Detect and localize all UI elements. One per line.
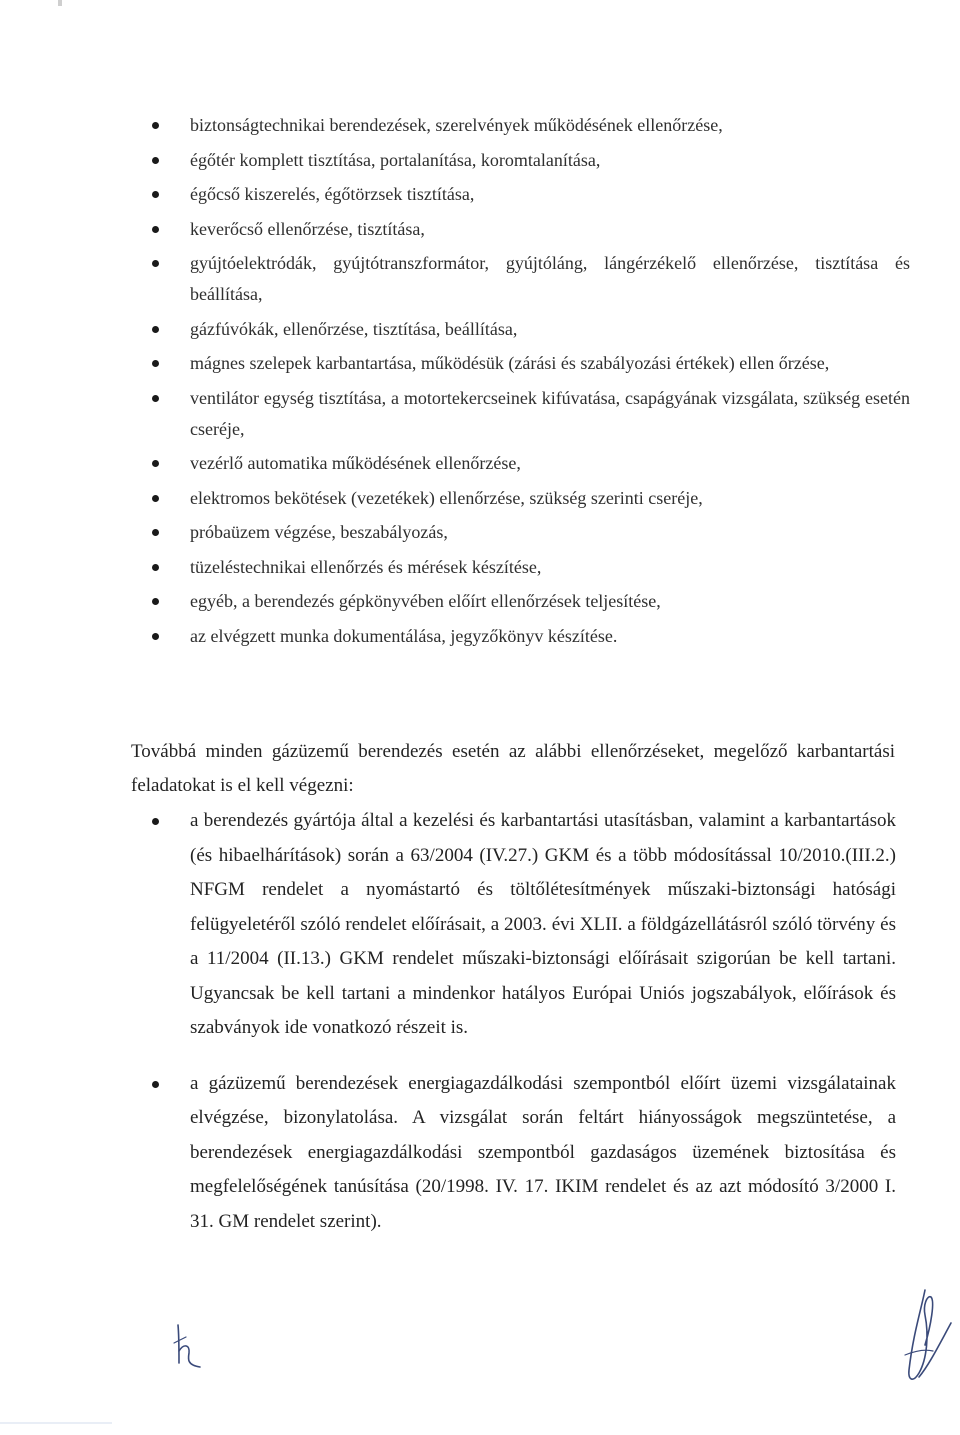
list-item	[150, 552, 910, 583]
list-item	[150, 348, 910, 379]
scan-edge-line	[0, 1422, 112, 1424]
list-item-text: égőtér komplett tisztítása, portalanítása, koromtalanítása,	[190, 149, 601, 170]
list-item	[150, 1067, 896, 1240]
initials-signature-left	[170, 1315, 210, 1375]
list-item	[150, 179, 910, 210]
bullet-icon	[152, 818, 159, 825]
list-item	[150, 383, 910, 445]
list-item	[150, 621, 910, 652]
maintenance-task-list	[150, 110, 910, 655]
bullet-icon	[152, 495, 159, 502]
list-item	[150, 586, 910, 617]
bullet-icon	[152, 598, 159, 605]
intro-paragraph: Továbbá minden gázüzemű berendezés esetén az alábbi ellenőrzéseket, megelőző karbantartási feladatokat is el kell végezni:	[131, 741, 895, 796]
scan-mark	[58, 0, 62, 6]
list-item-text: gázfúvókák, ellenőrzése, tisztítása, beállítása,	[190, 318, 518, 339]
list-item-text: égőcső kiszerelés, égőtörzsek tisztítása,	[190, 184, 475, 204]
list-item	[150, 314, 910, 345]
list-item	[150, 517, 910, 548]
bullet-icon	[152, 633, 159, 640]
list-item-text: mágnes szelepek karbantartása, működésük (zárási és szabályozási értékek) ellen őrzése,	[190, 353, 830, 373]
bullet-icon	[152, 260, 159, 267]
list-item-text: egyéb, a berendezés gépkönyvében előírt ellenőrzések teljesítése,	[190, 591, 661, 611]
list-item-text: a berendezés gyártója által a kezelési és karbantartási utasításban, valamint a karbantartások (és hibaelhárítások) során a 63/2004 (IV.27.) GKM és a több módosítással 10/2010.(III.2.) NFGM rendelet a nyomástartó és töltőlétesítmények műszaki-biztonsági hatósági felügyeletéről szóló rendelet előírásait, a 2003. évi XLII. a földgázellátásról szóló törvény és a 11/2004 (II.13.) GKM rendelet műszaki-biztonsági előírásait szigorúan be kell tartani. Ugyancsak be kell tartani a mindenkor hatályos Európai Uniós jogszabályok, előírások és szabványok ide vonatkozó részeit is.	[190, 810, 896, 1038]
list-item	[150, 145, 910, 176]
list-item-text: keverőcső ellenőrzése, tisztítása,	[190, 218, 425, 239]
list-item-text: vezérlő automatika működésének ellenőrzése,	[190, 453, 521, 473]
bullet-icon	[152, 191, 159, 198]
bullet-icon	[152, 529, 159, 536]
list-item	[150, 214, 910, 245]
list-item-text: az elvégzett munka dokumentálása, jegyzőkönyv készítése.	[190, 625, 618, 646]
list-item-text: gyújtóelektródák, gyújtótranszformátor, gyújtóláng, lángérzékelő ellenőrzése, tisztítása és beállítása,	[190, 253, 910, 304]
bullet-icon	[152, 360, 159, 367]
initials-signature-right	[895, 1285, 955, 1395]
list-item-text: ventilátor egység tisztítása, a motortekercseinek kifúvatása, csapágyának vizsgálata, szükség esetén cseréje,	[190, 387, 910, 439]
bullet-icon	[152, 395, 159, 402]
bullet-icon	[152, 226, 159, 233]
bullet-icon	[152, 1081, 159, 1088]
bullet-icon	[152, 564, 159, 571]
list-item	[150, 448, 910, 479]
list-item-text: biztonságtechnikai berendezések, szerelvények működésének ellenőrzése,	[190, 115, 723, 135]
list-item-text: tüzeléstechnikai ellenőrzés és mérések készítése,	[190, 556, 542, 577]
list-item-text: a gázüzemű berendezések energiagazdálkodási szempontból előírt üzemi vizsgálatainak elvégzése, bizonylatolása. A vizsgálat során feltárt hiányosságok megszüntetése, a berendezések energiagazdálkodási szempontból gazdaságos üzemének biztosítása és megfelelőségének tanúsítása (20/1998. IV. 17. IKIM rendelet és az azt módosító 3/2000 I. 31. GM rendelet szerint).	[190, 1072, 896, 1232]
list-item-text: próbaüzem végzése, beszabályozás,	[190, 522, 448, 542]
list-item	[150, 110, 910, 141]
list-item-text: elektromos bekötések (vezetékek) ellenőrzése, szükség szerinti cseréje,	[190, 487, 703, 508]
list-item	[150, 248, 910, 310]
gas-equipment-requirements-list	[150, 804, 896, 1239]
bullet-icon	[152, 122, 159, 129]
bullet-icon	[152, 157, 159, 164]
bullet-icon	[152, 326, 159, 333]
list-item	[150, 483, 910, 514]
bullet-icon	[152, 460, 159, 467]
list-item	[150, 804, 896, 1046]
